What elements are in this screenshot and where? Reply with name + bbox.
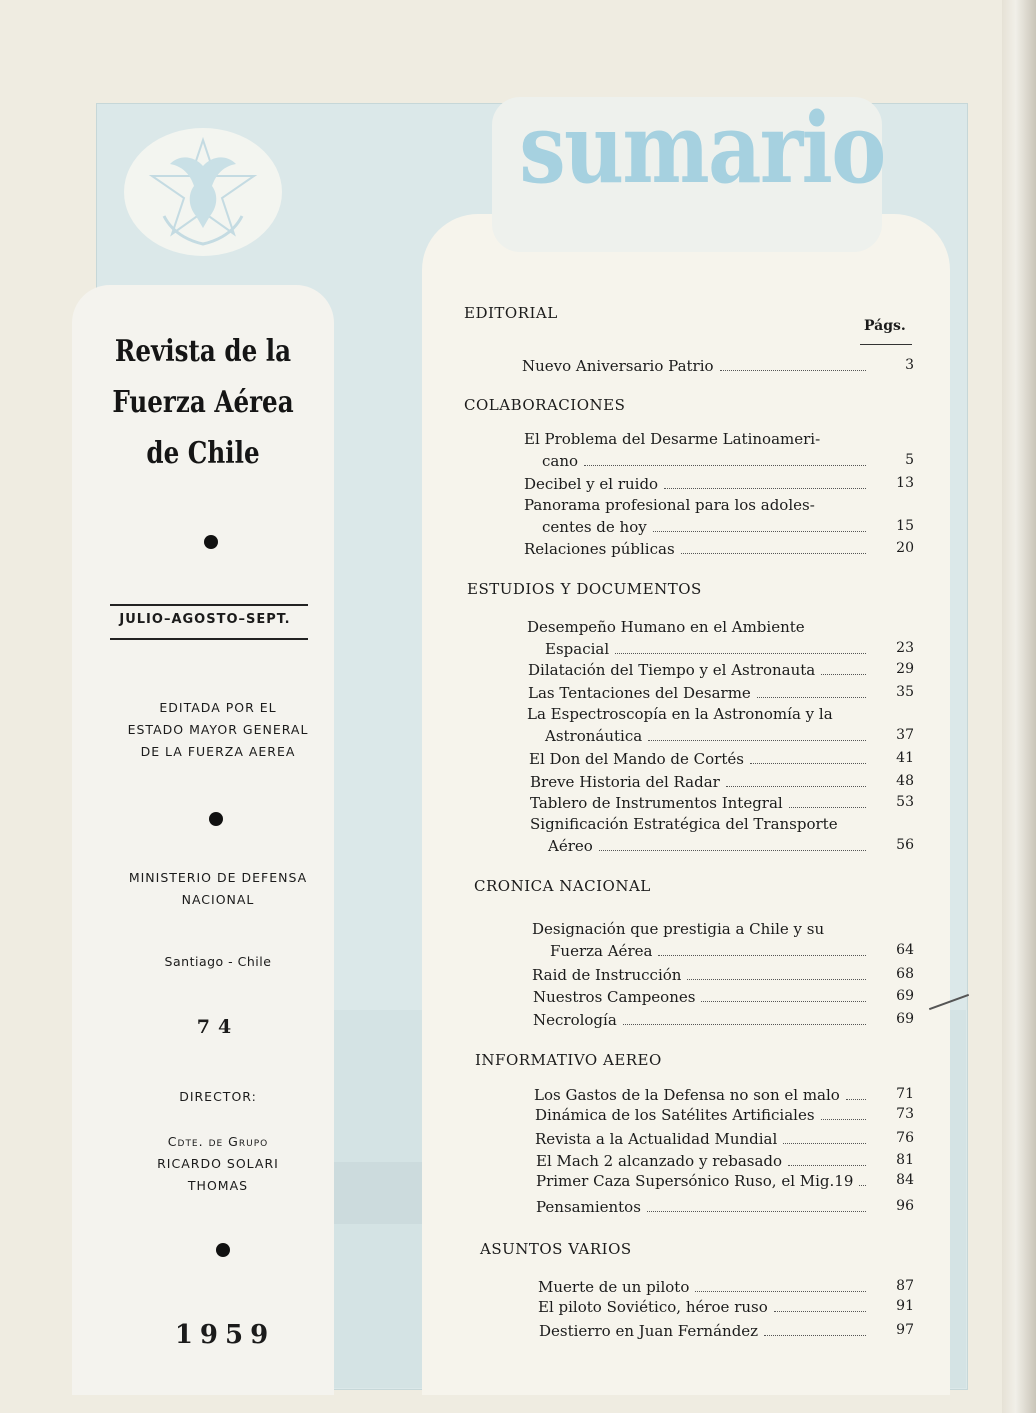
- page-number: 48: [896, 773, 914, 789]
- toc-entry-title: [524, 475, 866, 493]
- leader-dots: [774, 1310, 866, 1312]
- toc-entry-text: Dilatación del Tiempo y el Astronauta: [528, 661, 816, 679]
- toc-entry-text: Las Tentaciones del Desarme: [528, 684, 751, 702]
- pages-label: Págs.: [864, 318, 906, 334]
- toc-entry-text: Pensamientos: [536, 1198, 641, 1216]
- toc-entry-text: Astronáutica: [545, 727, 643, 745]
- page-number: 56: [896, 837, 914, 853]
- director-line: Cdte. de Grupo: [167, 1134, 269, 1149]
- publisher-line: EDITADA POR EL: [159, 700, 277, 715]
- publisher-line: DE LA FUERZA AEREA: [140, 744, 296, 759]
- section-heading: ASUNTOS VARIOS: [480, 1240, 632, 1258]
- leader-dots: [623, 1023, 866, 1025]
- toc-entry-title: [542, 452, 866, 470]
- page-number: 76: [896, 1130, 914, 1146]
- page-number: 23: [896, 640, 914, 656]
- page-number: 91: [896, 1298, 914, 1314]
- toc-entry-title: [522, 357, 866, 375]
- toc-entry-title: [548, 837, 866, 855]
- page-number: 15: [896, 518, 914, 534]
- toc-entry-title: [545, 727, 866, 745]
- journal-title-line: Fuerza Aérea: [112, 385, 294, 420]
- toc-entry-text: Relaciones públicas: [524, 540, 675, 558]
- toc-entry-title: [530, 815, 838, 833]
- leader-dots: [859, 1184, 866, 1186]
- toc-entry-title: [538, 1278, 866, 1296]
- toc-entry-text: El Don del Mando de Cortés: [529, 750, 744, 768]
- leader-dots: [789, 806, 866, 808]
- toc-entry-title: [532, 920, 824, 938]
- toc-entry-title: [535, 1130, 866, 1148]
- issue-period: JULIO–AGOSTO–SEPT.: [119, 612, 291, 627]
- page-number: 64: [896, 942, 914, 958]
- leader-dots: [750, 762, 866, 764]
- toc-entry-text: El piloto Soviético, héroe ruso: [538, 1298, 768, 1316]
- leader-dots: [821, 673, 866, 675]
- section-heading: CRONICA NACIONAL: [474, 877, 651, 895]
- toc-entry-text: Necrología: [533, 1011, 617, 1029]
- leader-dots: [764, 1334, 866, 1336]
- leader-dots: [648, 739, 866, 741]
- leader-dots: [720, 369, 866, 371]
- leader-dots: [647, 1210, 866, 1212]
- toc-entry-title: [528, 661, 866, 679]
- leader-dots: [687, 978, 866, 980]
- year: 1959: [174, 1320, 276, 1350]
- toc-entry-title: [528, 684, 866, 702]
- leader-dots: [653, 530, 866, 532]
- toc-entry-text: Decibel y el ruido: [524, 475, 659, 493]
- toc-entry-text: Nuestros Campeones: [533, 988, 696, 1006]
- toc-entry-title: [527, 705, 833, 723]
- toc-entry-title: [550, 942, 866, 960]
- director-line: THOMAS: [187, 1178, 249, 1193]
- toc-entry-title: [538, 1298, 866, 1316]
- journal-title-line: Revista de la: [114, 334, 292, 369]
- toc-entry-text: centes de hoy: [542, 518, 647, 536]
- toc-entry-text: Significación Estratégica del Transporte: [530, 815, 838, 833]
- city: Santiago - Chile: [164, 954, 272, 969]
- toc-entry-title: [536, 1152, 866, 1170]
- toc-entry-title: [524, 496, 815, 514]
- page-number: 20: [896, 540, 914, 556]
- toc-entry-title: [536, 1198, 866, 1216]
- section-heading: INFORMATIVO AEREO: [475, 1051, 662, 1069]
- toc-entry-text: Los Gastos de la Defensa no son el malo: [534, 1086, 840, 1104]
- director-line: RICARDO SOLARI: [157, 1156, 279, 1171]
- toc-entry-text: Desempeño Humano en el Ambiente: [527, 618, 805, 636]
- page-number: 69: [896, 1011, 914, 1027]
- page-number: 68: [896, 966, 914, 982]
- leader-dots: [726, 785, 866, 787]
- toc-entry-text: El Problema del Desarme Latinoameri-: [524, 430, 821, 448]
- issue-number: 74: [196, 1016, 240, 1038]
- leader-dots: [681, 552, 866, 554]
- director-label: DIRECTOR:: [179, 1089, 257, 1104]
- journal-title-line: de Chile: [146, 436, 260, 471]
- page-number: 97: [896, 1322, 914, 1338]
- toc-entry-text: Designación que prestigia a Chile y su: [532, 920, 825, 938]
- publisher-line: ESTADO MAYOR GENERAL: [127, 722, 309, 737]
- page-number: 84: [896, 1172, 914, 1188]
- masthead: sumario: [519, 92, 885, 205]
- page-number: 5: [905, 452, 914, 468]
- toc-entry-title: [533, 988, 866, 1006]
- toc-entry-text: Aéreo: [548, 837, 593, 855]
- toc-entry-title: [529, 750, 866, 768]
- toc-entry-title: [534, 1086, 866, 1104]
- section-heading: COLABORACIONES: [464, 396, 626, 414]
- page-number: 53: [896, 794, 914, 810]
- toc-entry-title: [545, 640, 866, 658]
- toc-entry-title: [530, 794, 866, 812]
- toc-entry-text: Panorama profesional para los adoles-: [524, 496, 815, 514]
- page-number: 37: [896, 727, 914, 743]
- toc-entry-text: Tablero de Instrumentos Integral: [530, 794, 783, 812]
- page-number: 73: [896, 1106, 914, 1122]
- leader-dots: [757, 696, 866, 698]
- toc-entry-text: La Espectroscopía en la Astronomía y la: [527, 705, 833, 723]
- toc-entry-text: Breve Historia del Radar: [530, 773, 720, 791]
- page-number: 35: [896, 684, 914, 700]
- toc-entry-title: [532, 966, 866, 984]
- toc-entry-title: [527, 618, 805, 636]
- toc-entry-text: Fuerza Aérea: [550, 942, 653, 960]
- page-number: 69: [896, 988, 914, 1004]
- leader-dots: [599, 849, 866, 851]
- toc-entry-title: [535, 1106, 866, 1124]
- toc-entry-text: Revista a la Actualidad Mundial: [535, 1130, 778, 1148]
- toc-entry-title: [542, 518, 866, 536]
- toc-entry-text: Nuevo Aniversario Patrio: [522, 357, 714, 375]
- page-number: 41: [896, 750, 914, 766]
- leader-dots: [615, 652, 866, 654]
- page-number: 71: [896, 1086, 914, 1102]
- toc-entry-title: [536, 1172, 866, 1190]
- page-number: 29: [896, 661, 914, 677]
- toc-entry-text: Espacial: [545, 640, 610, 658]
- section-heading: EDITORIAL: [464, 304, 558, 322]
- toc-entry-text: El Mach 2 alcanzado y rebasado: [536, 1152, 783, 1170]
- toc-entry-text: Destierro en Juan Fernández: [539, 1322, 759, 1340]
- leader-dots: [701, 1000, 866, 1002]
- leader-dots: [846, 1098, 866, 1100]
- toc-entry-title: [533, 1011, 866, 1029]
- toc-entry-title: [539, 1322, 866, 1340]
- section-heading: ESTUDIOS Y DOCUMENTOS: [467, 580, 702, 598]
- toc-entry-text: Primer Caza Supersónico Ruso, el Mig.19: [536, 1172, 854, 1190]
- toc-entry-text: Dinámica de los Satélites Artificiales: [535, 1106, 815, 1124]
- page-number: 13: [896, 475, 914, 491]
- toc-entry-title: [524, 540, 866, 558]
- toc-entry-title: [524, 430, 820, 448]
- leader-dots: [664, 487, 866, 489]
- page-number: 96: [896, 1198, 914, 1214]
- toc-entry-title: [530, 773, 866, 791]
- page-number: 81: [896, 1152, 914, 1168]
- ministry-line: NACIONAL: [181, 892, 255, 907]
- toc-entry-text: Raid de Instrucción: [532, 966, 682, 984]
- leader-dots: [584, 464, 866, 466]
- toc-entry-text: cano: [542, 452, 579, 470]
- leader-dots: [821, 1118, 866, 1120]
- leader-dots: [695, 1290, 866, 1292]
- page-number: 3: [905, 357, 914, 373]
- toc-entry-text: Muerte de un piloto: [538, 1278, 690, 1296]
- ministry-line: MINISTERIO DE DEFENSA: [128, 870, 308, 885]
- leader-dots: [788, 1164, 866, 1166]
- leader-dots: [658, 954, 866, 956]
- page-number: 87: [896, 1278, 914, 1294]
- leader-dots: [783, 1142, 866, 1144]
